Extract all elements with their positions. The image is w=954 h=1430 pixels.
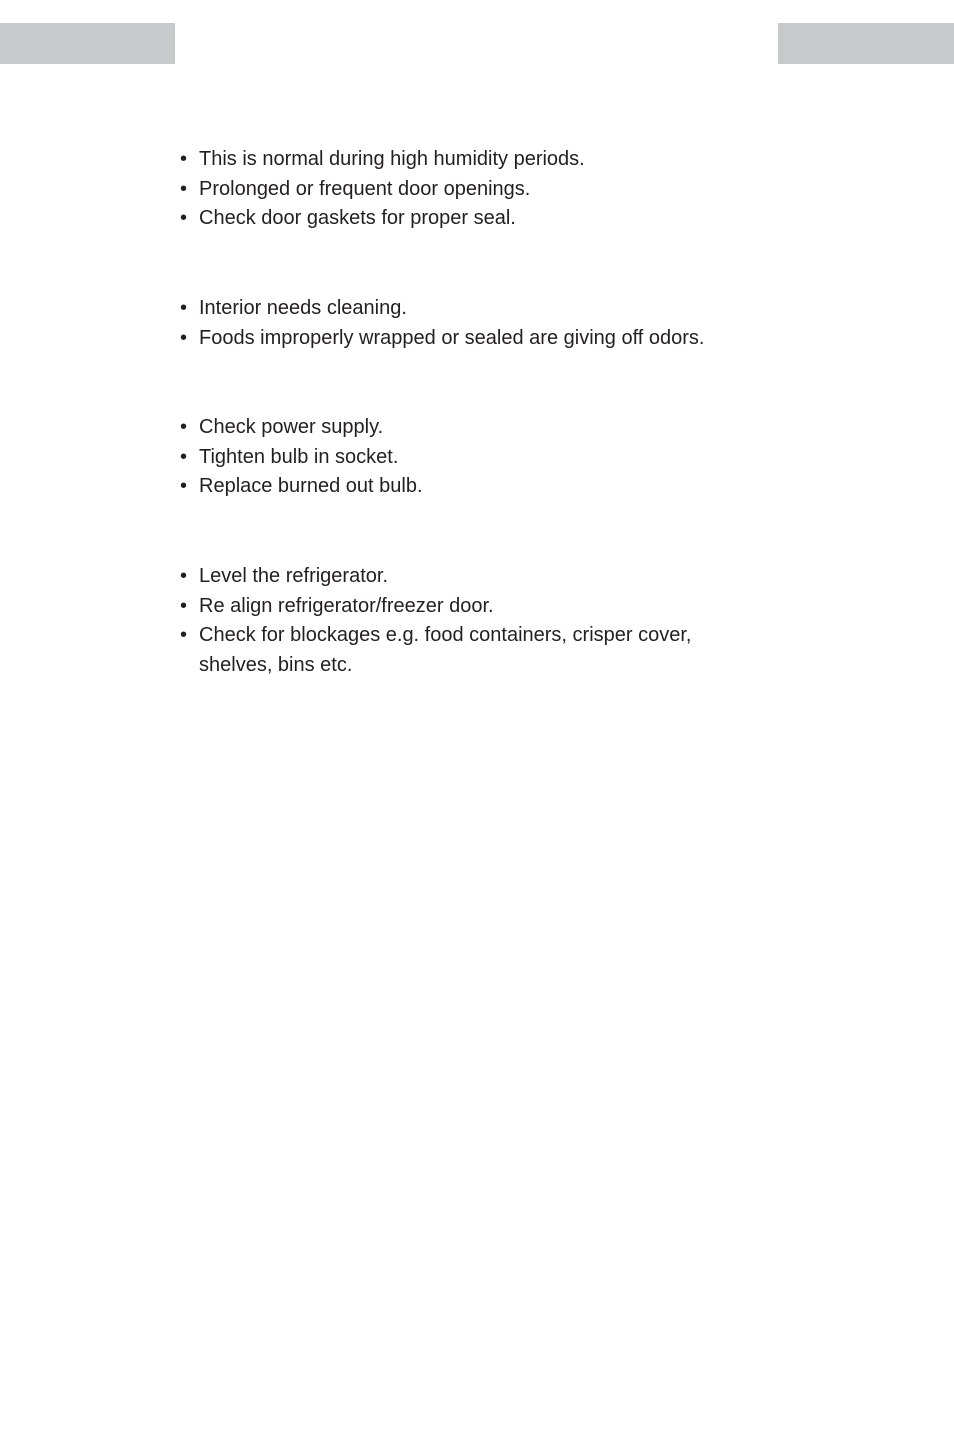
list-item: • Foods improperly wrapped or sealed are giving off odors. [180, 324, 780, 354]
bullet-icon: • [180, 177, 188, 200]
bullet-list [180, 145, 780, 234]
bullet-icon: • [180, 624, 188, 646]
list-item: • Prolonged or frequent door openings. [180, 175, 780, 205]
list-item: • Replace burned out bulb. [180, 472, 780, 502]
bullet-icon: • [180, 475, 188, 497]
troubleshooting-section-light [180, 413, 780, 502]
header-tab-right [778, 23, 954, 64]
bullet-icon: • [180, 207, 188, 229]
bullet-icon: • [180, 594, 188, 617]
bullet-icon: • [180, 326, 188, 349]
troubleshooting-section-door [180, 562, 780, 680]
troubleshooting-section-odors [180, 294, 780, 353]
list-item: • Tighten bulb in socket. [180, 443, 780, 473]
bullet-list [180, 413, 780, 502]
bullet-icon: • [180, 297, 188, 319]
bullet-icon: • [180, 416, 188, 438]
list-item: • Interior needs cleaning. [180, 294, 780, 324]
bullet-icon: • [180, 148, 188, 170]
troubleshooting-section-condensation [180, 145, 780, 234]
bullet-list [180, 562, 780, 680]
list-item: • Re align refrigerator/freezer door. [180, 592, 780, 622]
bullet-icon: • [180, 445, 188, 468]
list-item: • Level the refrigerator. [180, 562, 780, 592]
bullet-list [180, 294, 780, 353]
list-item: • Check power supply. [180, 413, 780, 443]
header-tab-left [0, 23, 175, 64]
list-item: • Check door gaskets for proper seal. [180, 204, 780, 234]
list-item: • This is normal during high humidity periods. [180, 145, 780, 175]
bullet-icon: • [180, 565, 188, 587]
list-item: • Check for blockages e.g. food containers, crisper cover, shelves, bins etc. [180, 621, 780, 680]
